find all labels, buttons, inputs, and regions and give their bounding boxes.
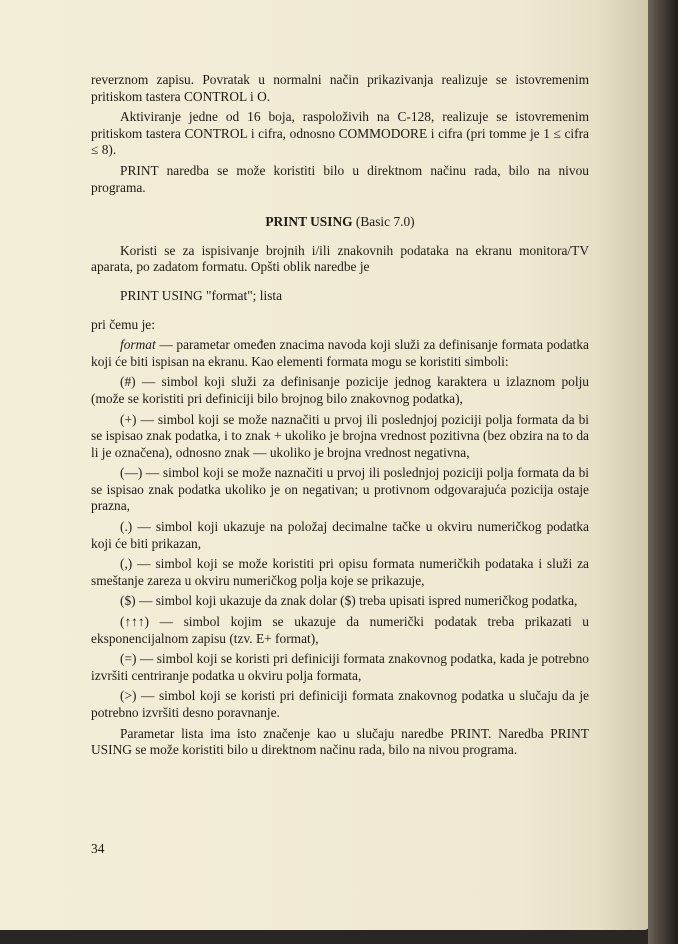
symbol-plus: (+) — simbol koji se može naznačiti u prvoj ili poslednjoj poziciji polja formata da bi se ispisao znak podatka, i to znak + ukoliko je brojna vrednost pozitivna (bez obzira na to da li je označena), odnosno znak — ukoliko je brojna vrednost negativna, xyxy=(91,411,589,460)
symbol-dollar: ($) — simbol koji ukazuje da znak dolar ($) treba upisati ispred numeričkog podatka, xyxy=(120,593,578,609)
where-line: pri čemu je: xyxy=(91,316,155,332)
paragraph-print-usage: PRINT naredba se može koristiti bilo u direktnom načinu rada, bilo na nivou programa. xyxy=(91,162,589,195)
paragraph-format xyxy=(91,337,589,370)
page-number: 34 xyxy=(91,841,105,856)
format-description: — parametar omeđen znacima navoda koji služi za definisanje formata podatka koji će biti ispisan na ekranu. Kao elementi formata mogu se koristiti simboli: xyxy=(91,337,589,369)
section-heading xyxy=(91,214,589,231)
symbol-greater: (>) — simbol koji se koristi pri definiciji formata znakovnog podatka u slučaju da je potrebno izvršiti desno poravnanje. xyxy=(91,688,589,720)
heading-subtitle: (Basic 7.0) xyxy=(355,214,415,230)
symbol-minus: (—) — simbol koji se može naznačiti u prvoj ili poslednjoj poziciji polja formata da bi se ispisao znak podatka ukoliko je on negativan; u protivnom odgovarajuća pozicija ostaje prazna, xyxy=(91,465,589,514)
paragraph-colors: Aktiviranje jedne od 16 boja, raspoloživih na C-128, realizuje se istovremenim pritiskom tastera CONTROL i cifra, odnosno COMMODORE i cifra (pri tomme je 1 ≤ cifra ≤ 8). xyxy=(91,109,589,158)
symbol-dot: (.) — simbol koji ukazuje na položaj decimalne tačke u okviru numeričkog podatka koji će biti prikazan, xyxy=(91,519,589,551)
paragraph-description: Koristi se za ispisivanje brojnih i/ili znakovnih podataka na ekranu monitora/TV aparata, po zadatom formatu. Opšti oblik naredbe je xyxy=(91,242,589,275)
book-edge-shadow xyxy=(648,0,678,944)
format-term: format xyxy=(120,337,156,353)
paragraph-lista: Parametar lista ima isto značenje kao u slučaju naredbe PRINT. Naredba PRINT USING se može koristiti bilo u direktnom načinu rada, bilo na nivou programa. xyxy=(91,725,589,758)
heading-title: PRINT USING xyxy=(265,214,353,230)
symbol-comma: (,) — simbol koji se može koristiti pri opisu formata numeričkih podataka i služi za smeštanje zareza u okviru numeričkog polja koje se prikazuje, xyxy=(91,556,589,588)
symbol-arrows: (↑↑↑) — simbol kojim se ukazuje da numerički podatak treba prikazati u eksponencijalnom zapisu (tzv. E+ format), xyxy=(91,614,589,646)
symbol-equals: (=) — simbol koji se koristi pri definiciji formata znakovnog podatka, kada je potrebno izvršiti centriranje podatka u okviru polja formata, xyxy=(91,651,589,683)
paragraph-reverse-mode: reverznom zapisu. Povratak u normalni način prikazivanja realizuje se istovremenim pritiskom tastera CONTROL i O. xyxy=(91,72,589,104)
syntax-line: PRINT USING "format"; lista xyxy=(120,287,283,303)
symbol-hash: (#) — simbol koji služi za definisanje pozicije jednog karaktera u izlaznom polju (može se koristiti pri definiciji bilo brojnog bilo znakovnog podatka), xyxy=(91,374,589,406)
page-text xyxy=(91,72,589,759)
